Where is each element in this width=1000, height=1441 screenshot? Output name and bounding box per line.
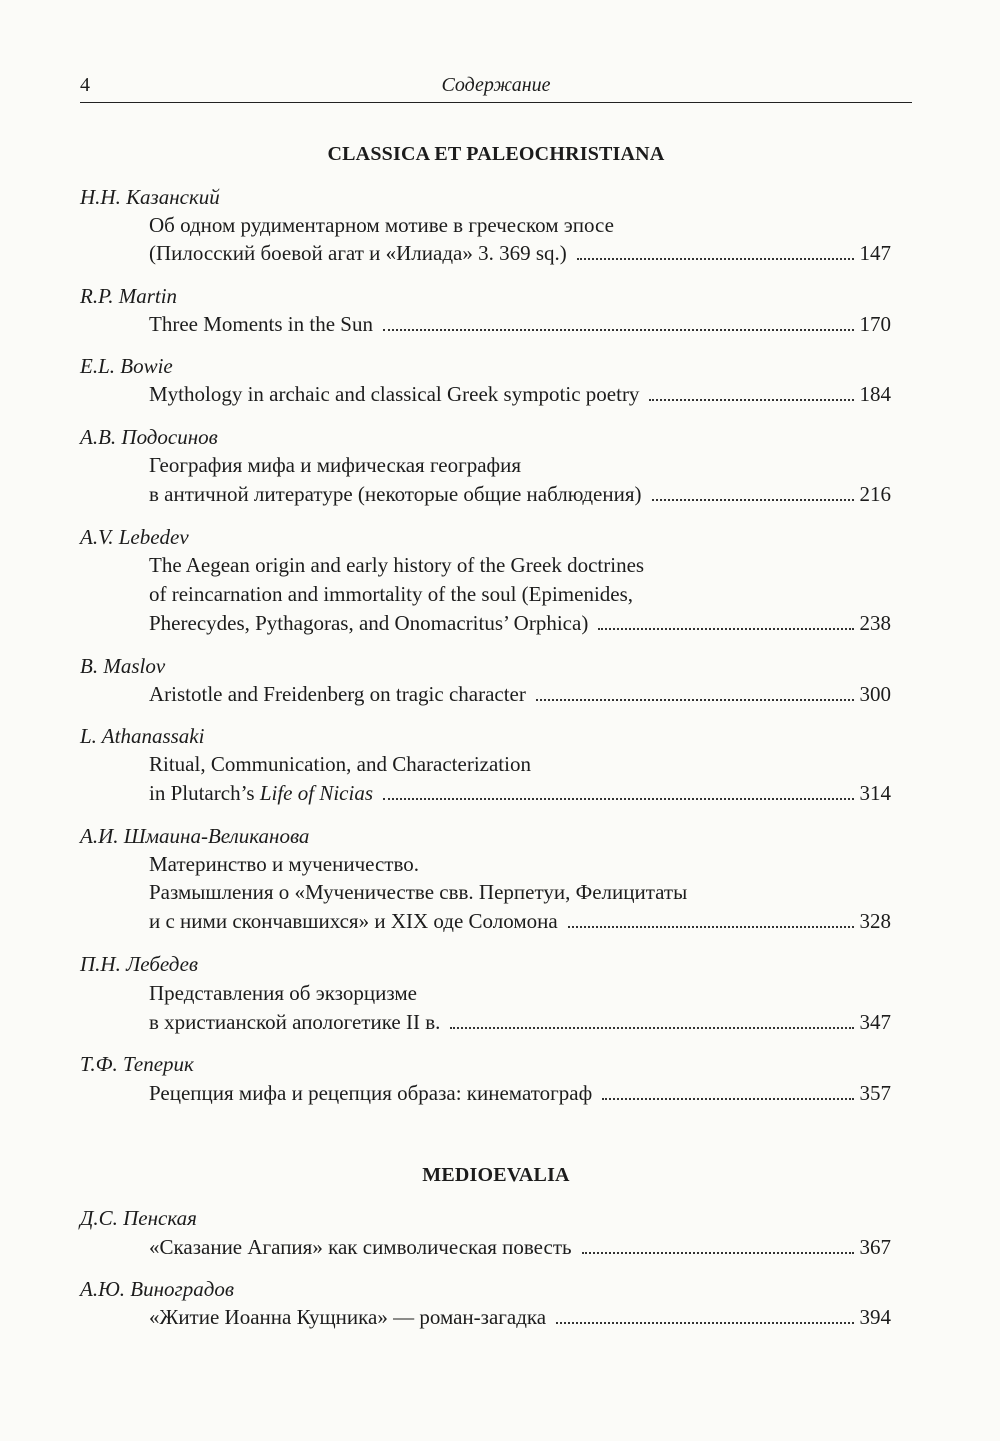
entry-page: 347 xyxy=(859,1010,891,1034)
entry-last-line xyxy=(149,312,891,337)
entry-title-line: в античной литературе (некоторые общие наблюдения) xyxy=(149,482,642,506)
entry-page: 147 xyxy=(859,241,891,265)
entry-author: A.V. Lebedev xyxy=(80,525,189,549)
section-title: MEDIOEVALIA xyxy=(422,1164,570,1186)
leader-dots xyxy=(383,798,853,800)
entry-page: 328 xyxy=(859,909,891,933)
section-title: CLASSICA ET PALEOCHRISTIANA xyxy=(327,143,665,165)
entry-page: 300 xyxy=(859,682,891,706)
entry-page: 170 xyxy=(859,312,891,336)
entry-last-line xyxy=(149,1235,891,1260)
entry-last-line xyxy=(149,482,891,507)
leader-dots xyxy=(582,1252,854,1254)
leader-dots xyxy=(649,399,853,401)
entry-page: 367 xyxy=(859,1235,891,1259)
entry-title-line: Об одном рудиментарном мотиве в греческом эпосе xyxy=(149,213,614,237)
entry-title-line: Mythology in archaic and classical Greek sympotic poetry xyxy=(149,382,640,406)
leader-dots xyxy=(652,499,854,501)
entry-title-line: Aristotle and Freidenberg on tragic character xyxy=(149,682,526,706)
entry-page: 394 xyxy=(859,1305,891,1329)
entry-title-line: (Пилосский боевой агат и «Илиада» 3. 369 sq.) xyxy=(149,241,567,265)
entry-title-line xyxy=(149,781,373,806)
entry-author: R.P. Martin xyxy=(80,284,178,308)
entry-title-line: «Сказание Агапия» как символическая повесть xyxy=(149,1235,572,1259)
leader-dots xyxy=(598,628,853,630)
entry-last-line xyxy=(149,241,891,266)
running-title: Содержание xyxy=(441,74,551,96)
entry-title-line: The Aegean origin and early history of the Greek doctrines xyxy=(149,553,645,577)
entry-page: 216 xyxy=(859,482,891,506)
leader-dots xyxy=(556,1322,853,1324)
entry-last-line xyxy=(149,781,891,806)
entry-title-line: в христианской апологетике II в. xyxy=(149,1010,441,1034)
entry-page: 184 xyxy=(859,382,891,406)
entry-title-line: и с ними скончавшихся» и XIX оде Соломона xyxy=(149,909,558,933)
entry-last-line xyxy=(149,382,891,407)
entry-author: L. Athanassaki xyxy=(80,724,205,748)
entry-last-line xyxy=(149,611,891,636)
entry-title-line: «Житие Иоанна Кущника» — роман-загадка xyxy=(149,1305,547,1329)
entry-last-line xyxy=(149,1305,891,1330)
entry-last-line xyxy=(149,1081,891,1106)
leader-dots xyxy=(536,699,854,701)
entry-title-line: Рецепция мифа и рецепция образа: кинематограф xyxy=(149,1081,593,1105)
entry-author: Д.С. Пенская xyxy=(80,1206,197,1230)
entry-title-line: Pherecydes, Pythagoras, and Onomacritus’ Orphica) xyxy=(149,611,589,635)
entry-title-line: География мифа и мифическая география xyxy=(149,453,522,477)
leader-dots xyxy=(450,1027,853,1029)
leader-dots xyxy=(577,258,854,260)
leader-dots xyxy=(383,329,854,331)
entry-author: E.L. Bowie xyxy=(80,354,173,378)
entry-author: А.В. Подосинов xyxy=(80,425,218,449)
entry-title-italic: Life of Nicias xyxy=(259,781,374,805)
entry-last-line xyxy=(149,1010,891,1035)
entry-last-line xyxy=(149,682,891,707)
entry-title-line: Представления об экзорцизме xyxy=(149,981,417,1005)
entry-author: П.Н. Лебедев xyxy=(80,952,199,976)
entry-title-line: Размышления о «Мученичестве свв. Перпетуи, Фелицитаты xyxy=(149,880,688,904)
running-header xyxy=(80,70,912,103)
entry-author: B. Maslov xyxy=(80,654,166,678)
entry-page: 238 xyxy=(859,611,891,635)
entry-title-line: of reincarnation and immortality of the soul (Epimenides, xyxy=(149,582,634,606)
entry-author: Н.Н. Казанский xyxy=(80,185,220,209)
page-number: 4 xyxy=(80,74,90,96)
leader-dots xyxy=(602,1098,853,1100)
entry-author: Т.Ф. Теперик xyxy=(80,1052,194,1076)
entry-author: А.Ю. Виноградов xyxy=(80,1277,234,1301)
leader-dots xyxy=(568,926,854,928)
entry-title-line: Материнство и мученичество. xyxy=(149,852,420,876)
entry-page: 314 xyxy=(859,781,891,805)
entry-author: А.И. Шмаина-Великанова xyxy=(80,824,310,848)
entry-title-line: Ritual, Communication, and Characterization xyxy=(149,752,531,776)
entry-last-line xyxy=(149,909,891,934)
entry-page: 357 xyxy=(859,1081,891,1105)
entry-title-line: Three Moments in the Sun xyxy=(149,312,373,336)
entry-title-prefix: in Plutarch’s xyxy=(149,781,260,805)
